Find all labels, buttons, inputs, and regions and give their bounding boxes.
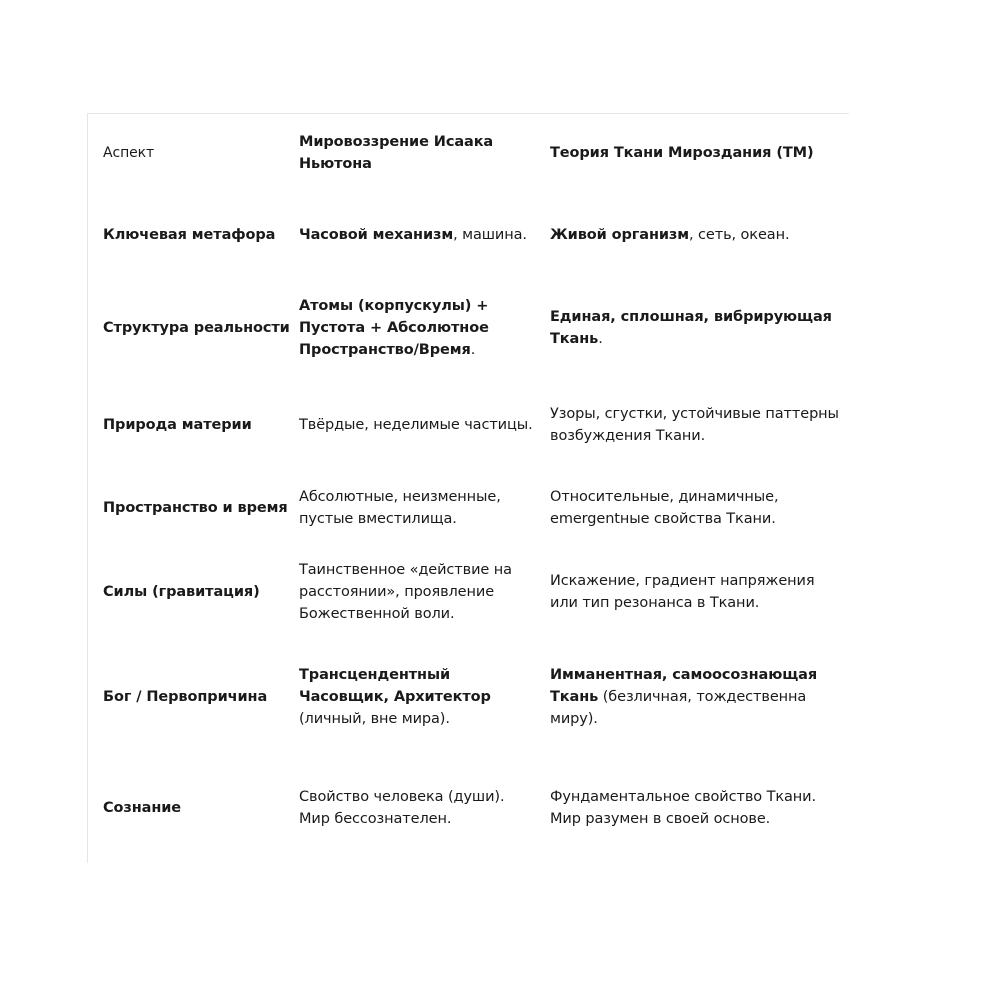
newton-cell bbox=[299, 484, 539, 532]
fabric-text bbox=[550, 570, 845, 614]
aspect-text: Силы (гравитация) bbox=[103, 584, 260, 600]
newton-rest: Таинственное «действие на расстоянии», проявление Божественной воли. bbox=[299, 562, 512, 622]
fabric-bold: Живой организм bbox=[550, 227, 690, 243]
newton-rest: . bbox=[470, 342, 476, 358]
newton-rest: Свойство человека (души). Мир бессознателен. bbox=[299, 789, 505, 827]
table-row bbox=[88, 662, 850, 732]
newton-rest: , машина. bbox=[453, 227, 527, 243]
newton-text bbox=[299, 486, 539, 530]
newton-rest: Твёрдые, неделимые частицы. bbox=[299, 417, 533, 433]
fabric-rest: Фундаментальное свойство Ткани. Мир разумен в своей основе. bbox=[550, 789, 816, 827]
newton-text bbox=[299, 664, 539, 730]
newton-cell bbox=[299, 662, 539, 732]
aspect-text: Ключевая метафора bbox=[103, 227, 276, 243]
newton-cell bbox=[299, 213, 539, 257]
comparison-table bbox=[87, 113, 849, 863]
table-row bbox=[88, 784, 850, 832]
fabric-cell bbox=[550, 484, 845, 532]
table-row bbox=[88, 213, 850, 257]
header-aspect-text: Аспект bbox=[103, 145, 155, 161]
table-row bbox=[88, 557, 850, 627]
fabric-cell bbox=[550, 662, 845, 732]
fabric-rest: . bbox=[598, 331, 603, 347]
fabric-rest: (безличная, тождественна миру). bbox=[550, 689, 807, 727]
aspect-cell bbox=[103, 213, 293, 257]
fabric-rest: Узоры, сгустки, устойчивые паттерны возбуждения Ткани. bbox=[550, 406, 839, 444]
aspect-cell bbox=[103, 662, 293, 732]
newton-rest: Абсолютные, неизменные, пустые вместилища. bbox=[299, 489, 501, 527]
header-newton-text: Мировоззрение Исаака Ньютона bbox=[299, 134, 494, 172]
aspect-text: Бог / Первопричина bbox=[103, 689, 268, 705]
newton-cell bbox=[299, 557, 539, 627]
aspect-text: Природа материи bbox=[103, 417, 252, 433]
table-header-row bbox=[88, 120, 850, 186]
newton-bold: Трансцендентный Часовщик, Архитектор bbox=[299, 667, 491, 705]
newton-text bbox=[299, 414, 533, 436]
fabric-cell bbox=[550, 401, 845, 449]
newton-text bbox=[299, 559, 539, 625]
aspect-cell bbox=[103, 784, 293, 832]
header-cell-aspect bbox=[103, 120, 293, 186]
fabric-cell bbox=[550, 784, 845, 832]
table-row bbox=[88, 401, 850, 449]
aspect-text: Пространство и время bbox=[103, 500, 288, 516]
fabric-bold: Имманентная, самоосознающая Ткань bbox=[550, 667, 818, 705]
fabric-rest: Искажение, градиент напряжения или тип резонанса в Ткани. bbox=[550, 573, 815, 611]
newton-cell bbox=[299, 784, 539, 832]
header-fabric-text: Теория Ткани Мироздания (ТМ) bbox=[550, 145, 814, 161]
aspect-cell bbox=[103, 557, 293, 627]
fabric-cell bbox=[550, 213, 845, 257]
aspect-cell bbox=[103, 401, 293, 449]
fabric-text bbox=[550, 664, 845, 730]
aspect-text: Структура реальности bbox=[103, 320, 290, 336]
fabric-text bbox=[550, 403, 845, 447]
aspect-cell bbox=[103, 293, 293, 363]
fabric-text bbox=[550, 486, 845, 530]
fabric-text bbox=[550, 786, 845, 830]
newton-bold: Часовой механизм bbox=[299, 227, 454, 243]
header-cell-newton bbox=[299, 120, 539, 186]
fabric-text bbox=[550, 306, 845, 350]
newton-bold: Атомы (корпускулы) + Пустота + Абсолютное Пространство/Время bbox=[299, 298, 489, 358]
newton-text bbox=[299, 786, 539, 830]
header-cell-fabric bbox=[550, 120, 845, 186]
fabric-bold: Единая, сплошная, вибрирующая Ткань bbox=[550, 309, 832, 347]
newton-rest: (личный, вне мира). bbox=[299, 711, 450, 727]
fabric-rest: , сеть, океан. bbox=[689, 227, 790, 243]
aspect-text: Сознание bbox=[103, 800, 182, 816]
fabric-cell bbox=[550, 293, 845, 363]
newton-text bbox=[299, 224, 527, 246]
table-row bbox=[88, 484, 850, 532]
fabric-rest: Относительные, динамичные, emergentные свойства Ткани. bbox=[550, 489, 779, 527]
newton-cell bbox=[299, 401, 539, 449]
newton-cell bbox=[299, 293, 539, 363]
fabric-text bbox=[550, 224, 789, 246]
table-row bbox=[88, 293, 850, 363]
aspect-cell bbox=[103, 484, 293, 532]
newton-text bbox=[299, 295, 539, 361]
fabric-cell bbox=[550, 557, 845, 627]
